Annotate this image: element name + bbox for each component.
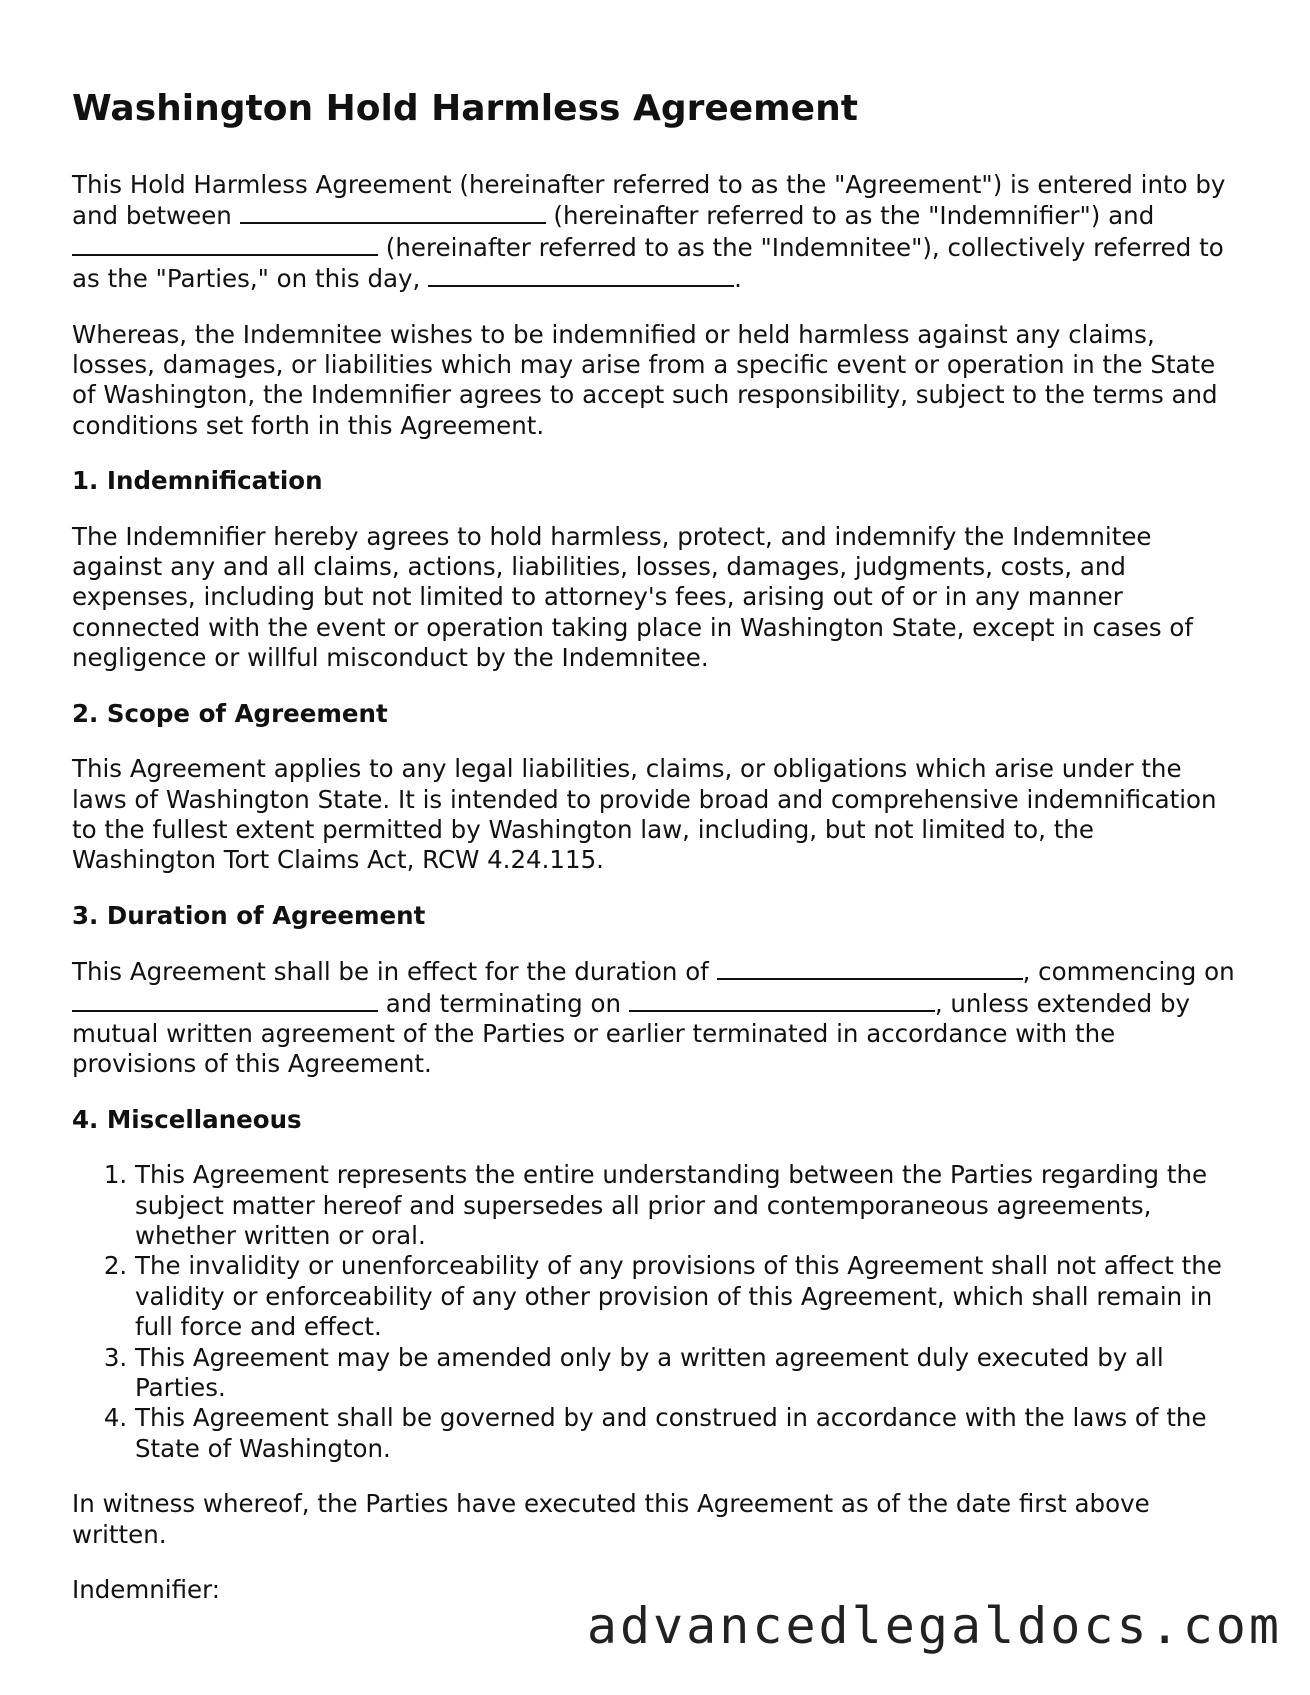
list-item: 2. The invalidity or unenforceability of any provisions of this Agreement shall not affect the validity or enforceability of any other provision of this Agreement, which shall remain in full force and effect. — [135, 1251, 1242, 1342]
intro-text-2: (hereinafter referred to as the "Indemnifier") and — [553, 201, 1155, 231]
section-2-heading: 2. Scope of Agreement — [72, 698, 388, 728]
list-item: 3. This Agreement may be amended only by a written agreement duly executed by all Parties. — [135, 1343, 1242, 1404]
intro-text-1: This Hold Harmless Agreement (hereinafter referred to as the "Agreement") is entered into by and between — [72, 170, 1226, 231]
intro-paragraph — [72, 170, 1242, 295]
list-item: 4. This Agreement shall be governed by and construed in accordance with the laws of the State of Washington. — [135, 1403, 1242, 1464]
intro-text-3: (hereinafter referred to as the "Indemnitee"), collectively referred to as the "Parties," on this day, — [72, 232, 1224, 294]
document-title: Washington Hold Harmless Agreement — [72, 88, 858, 129]
duration-blank[interactable] — [717, 956, 1023, 980]
section-1-text: The Indemnifier hereby agrees to hold harmless, protect, and indemnify the Indemnitee against any and all claims, actions, liabilities, losses, damages, judgments, costs, and expenses, including but not limited to attorney's fees, arising out of or in any manner connected with the event or operation taking place in Washington State, except in cases of negligence or willful misconduct by the Indemnitee. — [72, 521, 1193, 673]
miscellaneous-list — [72, 1160, 1242, 1464]
indemnifier-signature-label: Indemnifier: — [72, 1575, 220, 1605]
list-item: 1. This Agreement represents the entire understanding between the Parties regarding the subject matter hereof and supersedes all prior and contemporaneous agreements, whether written or oral. — [135, 1160, 1242, 1251]
section-4-heading: 4. Miscellaneous — [72, 1104, 302, 1134]
section-3-heading: 3. Duration of Agreement — [72, 900, 426, 930]
duration-text-3: and terminating on — [385, 988, 622, 1018]
duration-text-4: , unless extended by mutual written agreement of the Parties or earlier terminated in accordance with the provisions of this Agreement. — [72, 988, 1191, 1079]
start-date-blank[interactable] — [72, 988, 378, 1012]
witness-paragraph: In witness whereof, the Parties have executed this Agreement as of the date first above written. — [72, 1489, 1150, 1549]
watermark: advancedlegaldocs.com — [586, 1597, 1282, 1655]
whereas-paragraph: Whereas, the Indemnitee wishes to be indemnified or held harmless against any claims, losses, damages, or liabilities which may arise from a specific event or operation in the State of Washington, the Indemnifier agrees to accept such responsibility, subject to the terms and conditions set forth in this Agreement. — [72, 319, 1218, 440]
indemnifier-name-blank[interactable] — [240, 200, 546, 224]
section-1-heading: 1. Indemnification — [72, 466, 323, 496]
duration-text-2: , commencing on — [1022, 957, 1235, 987]
indemnitee-name-blank[interactable] — [72, 232, 378, 256]
document-body — [72, 86, 1242, 1630]
intro-text-4: . — [734, 264, 742, 294]
agreement-date-blank[interactable] — [428, 263, 734, 287]
section-2-text: This Agreement applies to any legal liabilities, claims, or obligations which arise under the laws of Washington State. It is intended to provide broad and comprehensive indemnification to the fullest extent permitted by Washington law, including, but not limited to, the Washington Tort Claims Act, RCW 4.24.115. — [72, 754, 1217, 875]
duration-text-1: This Agreement shall be in effect for the duration of — [72, 957, 709, 987]
end-date-blank[interactable] — [629, 988, 935, 1012]
section-3-text — [72, 956, 1242, 1080]
